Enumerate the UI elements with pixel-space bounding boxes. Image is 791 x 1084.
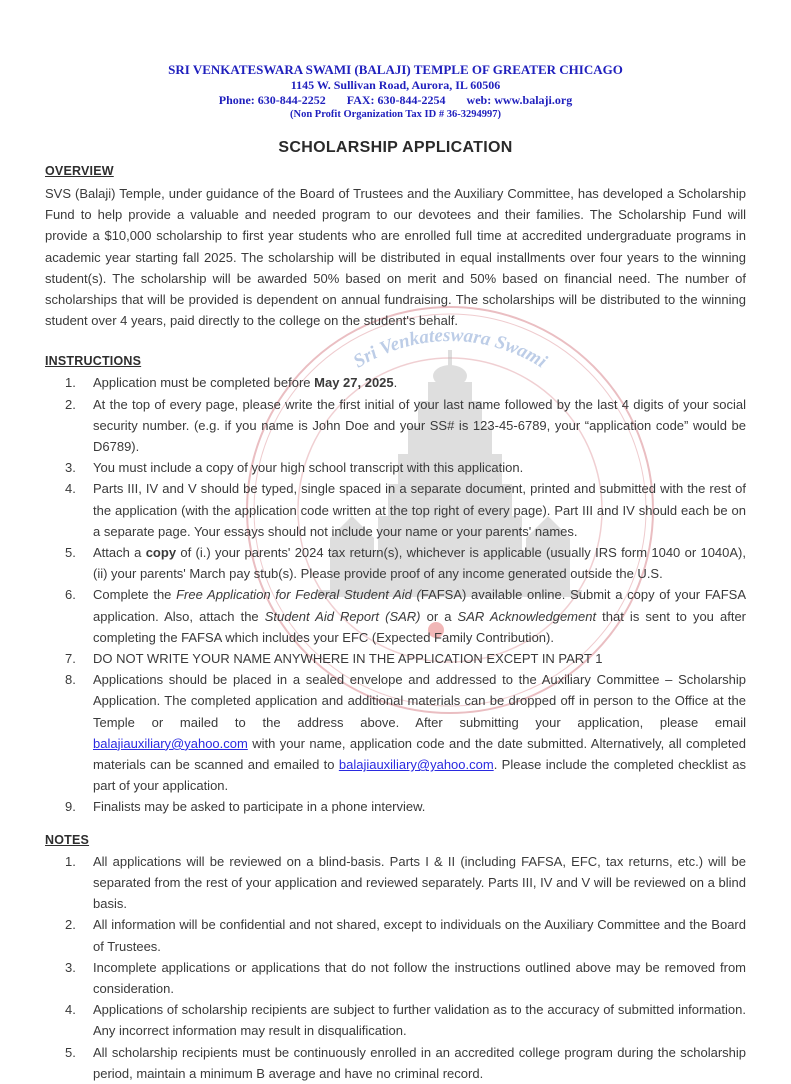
text-run: Free Application for Federal Student Aid (: [176, 587, 421, 603]
org-name: SRI VENKATESWARA SWAMI (BALAJI) TEMPLE OF GREATER CHICAGO: [168, 62, 623, 77]
text-run: . Please include the completed checklist as part of your application.: [93, 757, 747, 794]
instruction-item: [45, 796, 746, 817]
instructions-heading: INSTRUCTIONS: [45, 354, 142, 369]
note-item: [45, 1042, 746, 1084]
text-run: copy: [145, 545, 177, 561]
text-run: Complete the: [93, 587, 177, 603]
org-phone: Phone: 630-844-2252: [218, 93, 326, 107]
note-item: [45, 957, 746, 999]
text-run: At the top of every page, please write the first initial of your last name followed by the last 4 digits of your social security number. (e.g. if you name is John Doe and your SS# is 123-45-6789, your “application code” would be D6789).: [93, 396, 746, 455]
text-run: Finalists may be asked to participate in a phone interview.: [93, 799, 426, 815]
instruction-item: [45, 394, 746, 458]
text-run: Application must be completed before: [93, 375, 315, 391]
instruction-item: [45, 457, 746, 478]
email-link[interactable]: balajiauxiliary@yahoo.com: [338, 757, 494, 773]
org-address: 1145 W. Sullivan Road, Aurora, IL 60506: [290, 78, 501, 92]
text-run: that is sent to you after completing the FAFSA which includes your EFC (Expected Family Contribution).: [93, 608, 747, 645]
letterhead: [45, 62, 746, 122]
overview-heading: OVERVIEW: [45, 164, 114, 178]
instruction-item: [45, 648, 746, 669]
instruction-item: [45, 478, 746, 542]
org-web: web: www.balaji.org: [466, 93, 573, 107]
text-run: You must include a copy of your high school transcript with this application.: [93, 460, 524, 476]
page-title: SCHOLARSHIP APPLICATION: [278, 139, 513, 156]
text-run: or a: [420, 608, 458, 624]
instructions-list: [45, 372, 746, 817]
text-run: FAFSA) available online. Submit a copy of your FAFSA application. Also, attach the: [93, 587, 747, 624]
overview-paragraph: SVS (Balaji) Temple, under guidance of the Board of Trustees and the Auxiliary Committee, has developed a Scholarship Fund to help provide a valuable and needed program to our devotees and their families. The Scholarship Fund will provide a $10,000 scholarship to first year students who are enrolled full time at accredited undergraduate programs in academic year starting fall 2025. The scholarship will be distributed in equal installments over four years to the winning student(s). The scholarship will be awarded 50% based on merit and 50% based on financial need. The number of scholarships that will be provided is dependent on annual fundraising. The scholarships will be distributed to the winning student over 4 years, paid directly to the college on the student's behalf.: [45, 186, 746, 329]
text-run: All scholarship recipients must be continuously enrolled in an accredited college program during the scholarship period, maintain a minimum B average and have no criminal record.: [93, 1044, 746, 1081]
text-run: Attach a: [93, 545, 146, 561]
text-run: May 27, 2025: [314, 375, 394, 391]
instruction-item: [45, 584, 746, 648]
notes-heading: NOTES: [45, 832, 90, 847]
text-run: Applications of scholarship recipients are subject to further validation as to the accuracy of submitted information. Any incorrect information may result in disqualification.: [93, 1002, 746, 1039]
instruction-item: [45, 372, 746, 393]
note-item: [45, 914, 746, 956]
email-link[interactable]: balajiauxiliary@yahoo.com: [93, 735, 248, 751]
note-item: [45, 999, 746, 1041]
text-run: Applications should be placed in a sealed envelope and addressed to the Auxiliary Committee – Scholarship Application. The completed application and additional materials can be dropped off in person to the Office at the Temple or mailed to the address above. After submitting your application, please email: [93, 672, 746, 730]
text-run: All applications will be reviewed on a blind-basis. Parts I & II (including FAFSA, EFC, tax returns, etc.) will be separated from the rest of your application and reviewed separately. Parts III, IV and V will be reviewed on a blind basis.: [93, 853, 746, 912]
notes-section: [45, 833, 746, 1084]
instruction-item: [45, 542, 746, 584]
text-run: DO NOT WRITE YOUR NAME ANYWHERE IN THE APPLICATION EXCEPT IN PART 1: [93, 651, 603, 667]
note-item: [45, 851, 746, 915]
org-tax-id: (Non Profit Organization Tax ID # 36-3294997): [290, 109, 501, 120]
seal-arc-text: Sri Venkateswara Swami: [349, 324, 551, 373]
org-contact-line: [45, 93, 746, 108]
instruction-item: [45, 669, 746, 796]
text-run: Parts III, IV and V should be typed, single spaced in a separate document, printed and submitted with the rest of the application (with the application code written at the top right of every page). Part III and IV should each be on a separate page. Your essays should not include your name or your parents' names.: [93, 481, 746, 539]
text-run: Incomplete applications or applications that do not follow the instructions outlined above may be removed from consideration.: [93, 959, 746, 996]
instructions-section: [45, 354, 746, 817]
text-run: .: [393, 375, 398, 391]
org-fax: FAX: 630-844-2254: [346, 93, 446, 107]
text-run: All information will be confidential and not shared, except to individuals on the Auxiliary Committee and the Board of Trustees.: [93, 917, 746, 954]
text-run: of (i.) your parents' 2024 tax return(s), whichever is applicable (usually IRS form 1040 or 1040A), (ii) your parents' March pay stub(s). Please provide proof of any income generated outside the U.S.: [93, 545, 746, 582]
text-run: Student Aid Report (SAR): [264, 608, 421, 624]
overview-section: [45, 164, 746, 331]
notes-list: [45, 851, 746, 1084]
text-run: SAR Acknowledgement: [457, 608, 597, 624]
text-run: with your name, application code and the date submitted. Alternatively, all completed materials can be scanned and emailed to: [93, 735, 746, 773]
